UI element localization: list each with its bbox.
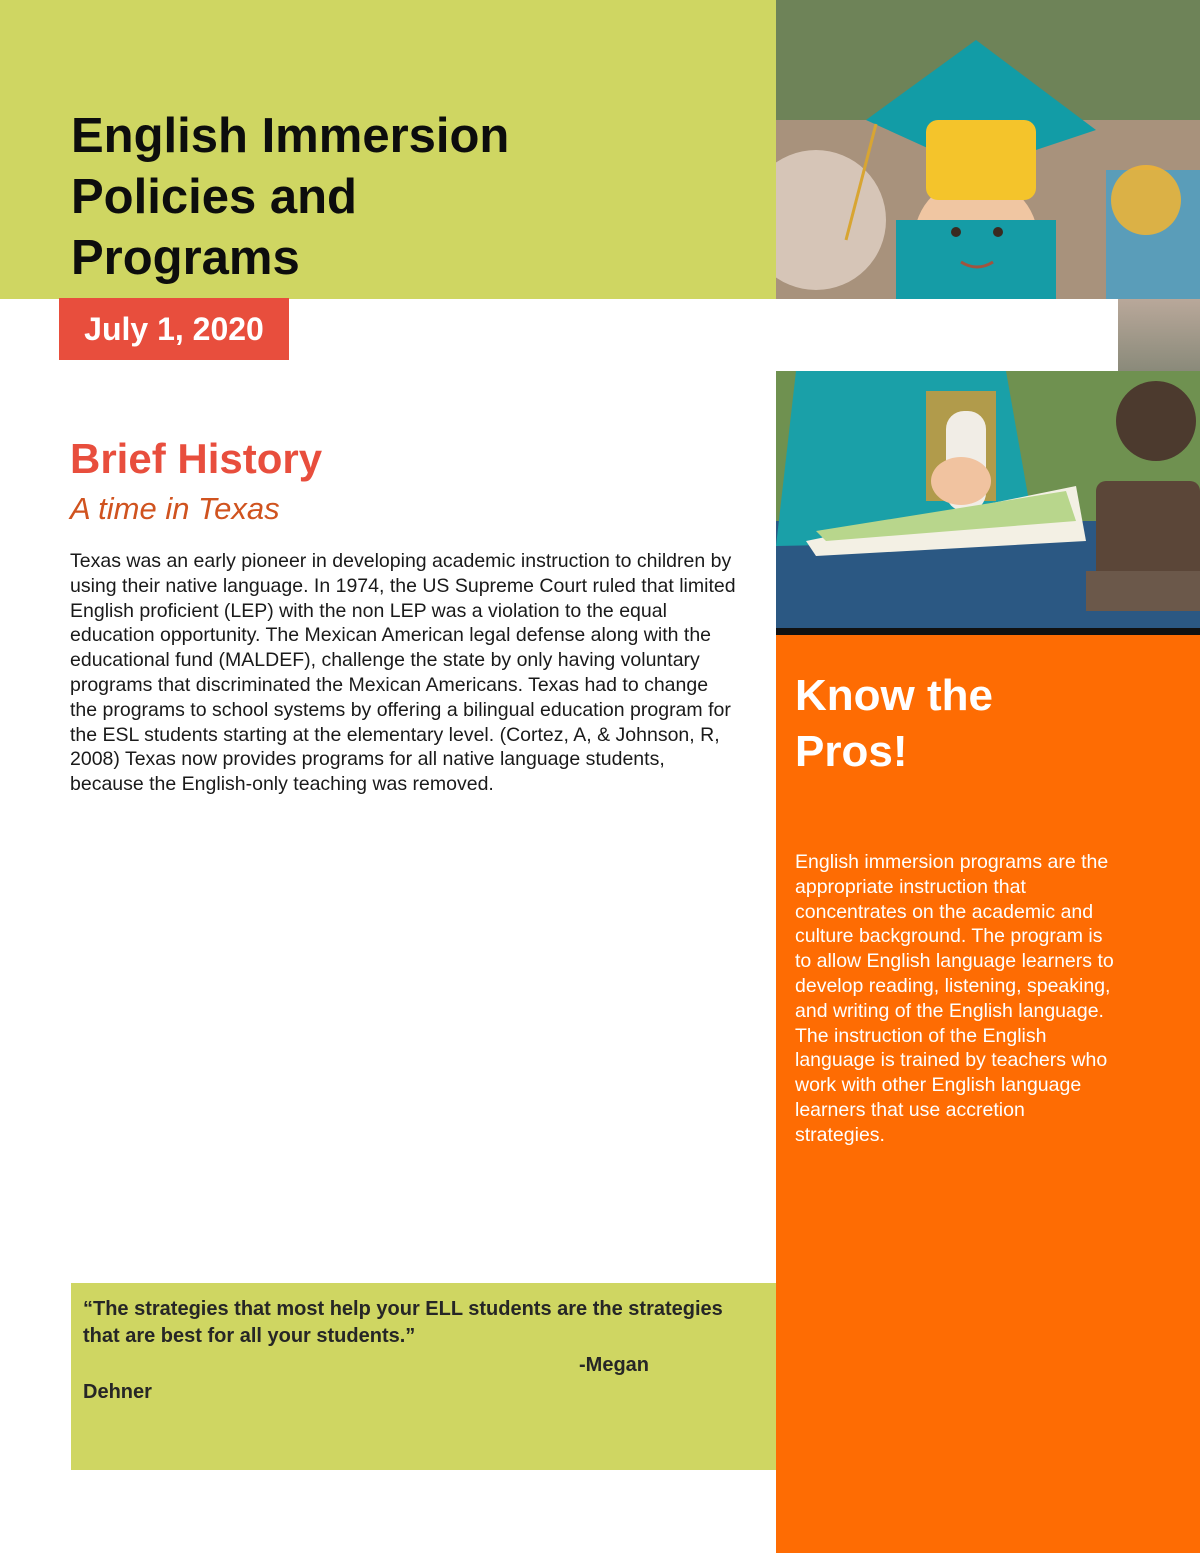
pros-heading-line-2: Pros! (795, 727, 908, 776)
graduate-child-cap-photo (776, 0, 1200, 299)
title-line-1: English Immersion (71, 109, 510, 163)
section-title-history: Brief History (70, 435, 323, 482)
quote-author-last: Dehner (83, 1381, 152, 1403)
section-subtitle-history: A time in Texas (70, 491, 280, 526)
graduate-child-photo-strip (1118, 299, 1200, 371)
photo-divider (776, 628, 1200, 635)
quote-text: “The strategies that most help your ELL students are the strategies that are best for all your students.” (83, 1298, 723, 1347)
pros-body-text: English immersion programs are the appropriate instruction that concentrates on the academic and culture background. The program is to allow English language learners to develop reading, listening, speaking, and writing of the English language. The instruction of the English language is trained by teachers who work with other English language learners that use accretion strategies. (795, 851, 1114, 1146)
quote-author-first: -Megan (579, 1354, 649, 1376)
title-line-2: Policies and (71, 170, 357, 224)
graduate-child-diploma-book-photo (776, 371, 1200, 628)
pros-heading (795, 668, 1175, 780)
history-body-text: Texas was an early pioneer in developing academic instruction to children by using their native language. In 1974, the US Supreme Court ruled that limited English proficient (LEP) with the non LEP was a violation to the equal education opportunity. The Mexican American legal defense along with the educational fund (MALDEF), challenge the state by only having voluntary programs that discriminated the Mexican Americans. Texas had to change the programs to school systems by offering a bilingual education program for the ESL students starting at the elementary level. (Cortez, A, & Johnson, R, 2008) Texas now provides programs for all native language students, because the English-only teaching was removed. (70, 550, 736, 796)
page-title (71, 106, 691, 289)
pros-heading-line-1: Know the (795, 671, 993, 720)
date-badge: July 1, 2020 (59, 298, 289, 360)
title-line-3: Programs (71, 231, 300, 285)
